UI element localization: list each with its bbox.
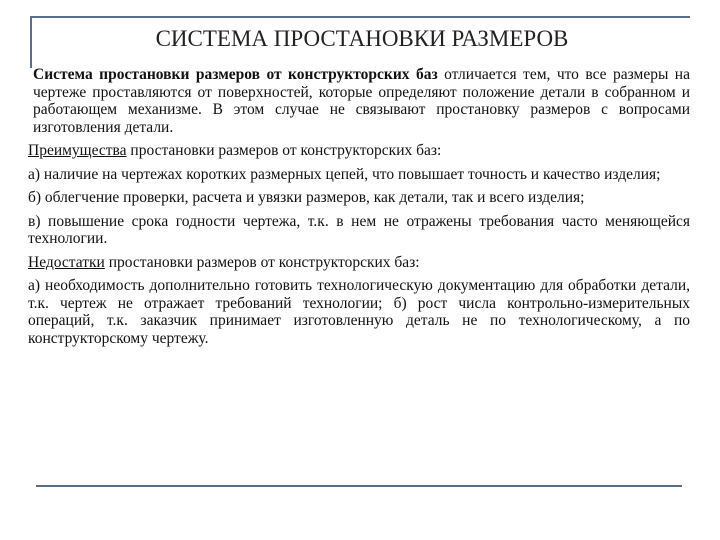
- disadvantages-heading-text: простановки размеров от конструкторских баз:: [104, 253, 420, 271]
- title-frame: [30, 16, 694, 68]
- advantages-heading: [28, 142, 690, 160]
- advantage-item-a: а) наличие на чертежах коротких размерных цепей, что повышает точность и качество изделия;: [28, 165, 661, 183]
- title-top-rule: [30, 16, 690, 18]
- bottom-rule: [36, 485, 682, 487]
- intro-paragraph: [28, 66, 690, 136]
- page-title: СИСТЕМА ПРОСТАНОВКИ РАЗМЕРОВ: [155, 26, 569, 51]
- advantage-item-b: б) облегчение проверки, расчета и увязки размеров, как детали, так и всего изделия;: [28, 189, 585, 206]
- intro-text: отличается тем, что все размеры на чертеже проставляются от поверхностей, которые определяют положение детали в собранном и работающем механизме. В этом случае не связывают простановку размеров с вопросами изготовления детали.: [33, 66, 690, 136]
- disadvantage-items: а) необходимость дополнительно готовить технологическую документацию для обработки детали, т.к. чертеж не отражает требований технологии; б) рост числа контрольно-измерительных операций, т.к. заказчик принимает изготовленную деталь не по технологическому, а по конструкторскому чертежу.: [28, 277, 690, 347]
- disadvantages-heading: [28, 254, 690, 272]
- intro-bold-term: Система простановки размеров от конструкторских баз: [33, 66, 438, 83]
- content-body: [28, 66, 690, 347]
- advantages-heading-text: простановки размеров от конструкторских баз:: [126, 142, 442, 159]
- disadvantages-heading-underlined: Недостатки: [28, 253, 105, 271]
- advantage-item-c: в) повышение срока годности чертежа, т.к. в нем не отражены требования часто меняющейся технологии.: [28, 212, 690, 247]
- advantages-heading-underlined: Преимущества: [28, 142, 127, 159]
